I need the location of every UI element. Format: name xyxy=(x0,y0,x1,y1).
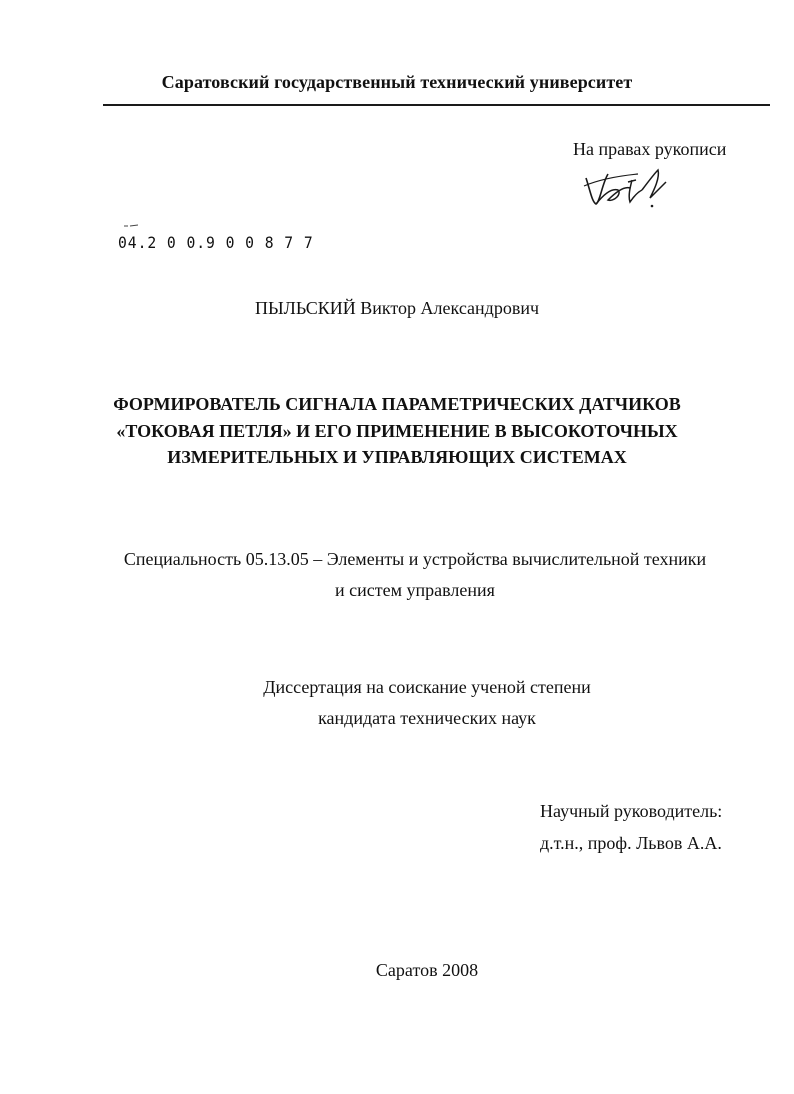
specialty-line-1: Специальность 05.13.05 – Элементы и устройства вычислительной техники xyxy=(123,549,707,569)
rights-note: На правах рукописи xyxy=(573,139,727,159)
supervisor-label: Научный руководитель: xyxy=(540,801,723,821)
registry-mark-icon xyxy=(124,224,138,228)
specialty-line-2: и систем управления xyxy=(335,580,495,600)
degree-line-2: кандидата технических наук xyxy=(318,708,536,728)
title-line: ИЗМЕРИТЕЛЬНЫХ И УПРАВЛЯЮЩИХ СИСТЕМАХ xyxy=(167,447,627,467)
dissertation-title xyxy=(60,391,734,471)
header-divider xyxy=(103,104,770,106)
title-line: ФОРМИРОВАТЕЛЬ СИГНАЛА ПАРАМЕТРИЧЕСКИХ ДАТЧИКОВ xyxy=(113,394,681,414)
university-name: Саратовский государственный технический университет xyxy=(161,72,633,92)
city-year: Саратов 2008 xyxy=(375,960,479,980)
author-name: ПЫЛЬСКИЙ Виктор Александрович xyxy=(254,298,540,318)
supervisor-name: д.т.н., проф. Львов А.А. xyxy=(540,833,722,853)
signature-icon xyxy=(578,164,678,212)
title-line: «ТОКОВАЯ ПЕТЛЯ» И ЕГО ПРИМЕНЕНИЕ В ВЫСОКОТОЧНЫХ xyxy=(116,420,678,441)
registry-number: 04.2 0 0.9 0 0 8 7 7 xyxy=(118,233,314,252)
degree-line-1: Диссертация на соискание ученой степени xyxy=(263,677,591,697)
